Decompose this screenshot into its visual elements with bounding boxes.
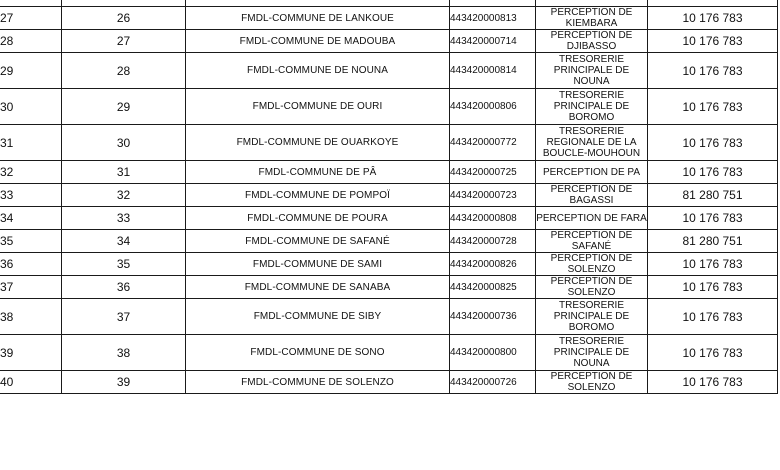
treasury-office-line: SOLENZO (567, 382, 616, 393)
table-row (0, 299, 778, 335)
table-row (0, 53, 778, 89)
entry-number: 29 (62, 89, 186, 125)
row-number: 29 (0, 53, 62, 89)
treasury-office-line: PERCEPTION DE (550, 30, 633, 41)
row-number: 37 (0, 276, 62, 299)
account-number: 443420000728 (450, 230, 536, 253)
treasury-office-line: TRESORERIE (558, 300, 624, 311)
account-number: 443420000736 (450, 299, 536, 335)
treasury-office-line: PERCEPTION DE FARA (536, 212, 647, 224)
amount: 10 176 783 (648, 161, 778, 184)
commune-name: FMDL-COMMUNE DE SOLENZO (186, 371, 450, 394)
table-row (0, 371, 778, 394)
treasury-office (536, 30, 648, 53)
treasury-office-line: TRESORERIE (558, 54, 624, 65)
treasury-office-line: PRINCIPALE DE (553, 347, 630, 358)
account-number: 443420000725 (450, 161, 536, 184)
treasury-office-line: PRINCIPALE DE (553, 65, 630, 76)
treasury-office (536, 253, 648, 276)
treasury-office-line: TRESORERIE (558, 90, 624, 101)
amount: 10 176 783 (648, 299, 778, 335)
treasury-office-line: KIEMBARA (565, 18, 618, 29)
entry-number: 30 (62, 125, 186, 161)
commune-name: FMDL-COMMUNE DE OUARKOYE (186, 125, 450, 161)
table-row (0, 89, 778, 125)
table-row (0, 276, 778, 299)
treasury-office-line: PERCEPTION DE (550, 253, 633, 264)
treasury-office-line: PERCEPTION DE (550, 7, 633, 18)
table-row (0, 125, 778, 161)
entry-number: 28 (62, 53, 186, 89)
commune-name: FMDL-COMMUNE DE MADOUBA (186, 30, 450, 53)
commune-name: FMDL-COMMUNE DE SAFANÉ (186, 230, 450, 253)
entry-number: 38 (62, 335, 186, 371)
account-number: 443420000806 (450, 89, 536, 125)
treasury-office-line: BOUCLE-MOUHOUN (542, 148, 641, 159)
treasury-office-line: PERCEPTION DE PA (542, 166, 641, 178)
treasury-office-line: SOLENZO (567, 264, 616, 275)
treasury-office (536, 207, 648, 230)
treasury-office (536, 53, 648, 89)
amount: 10 176 783 (648, 125, 778, 161)
treasury-office-line: BAGASSI (569, 195, 614, 206)
commune-name: FMDL-COMMUNE DE SIBY (186, 299, 450, 335)
account-number: 443420000800 (450, 335, 536, 371)
amount: 10 176 783 (648, 335, 778, 371)
treasury-office (536, 7, 648, 30)
row-number: 39 (0, 335, 62, 371)
account-number: 443420000772 (450, 125, 536, 161)
treasury-office (536, 276, 648, 299)
row-number: 38 (0, 299, 62, 335)
amount: 81 280 751 (648, 230, 778, 253)
treasury-office (536, 184, 648, 207)
row-number: 32 (0, 161, 62, 184)
account-number: 443420000726 (450, 371, 536, 394)
row-number: 28 (0, 30, 62, 53)
commune-name: FMDL-COMMUNE DE PÂ (186, 161, 450, 184)
treasury-office (536, 335, 648, 371)
commune-name: FMDL-COMMUNE DE SONO (186, 335, 450, 371)
commune-name: FMDL-COMMUNE DE LANKOUE (186, 7, 450, 30)
amount: 10 176 783 (648, 53, 778, 89)
amount: 10 176 783 (648, 371, 778, 394)
treasury-office-line: NOUNA (573, 76, 610, 87)
entry-number: 34 (62, 230, 186, 253)
treasury-office (536, 89, 648, 125)
treasury-office (536, 299, 648, 335)
row-number: 35 (0, 230, 62, 253)
treasury-office-line: PERCEPTION DE (550, 184, 633, 195)
treasury-office (536, 125, 648, 161)
entry-number: 37 (62, 299, 186, 335)
row-number: 40 (0, 371, 62, 394)
commune-name: FMDL-COMMUNE DE NOUNA (186, 53, 450, 89)
treasury-office-line: NOUNA (573, 358, 610, 369)
table-row (0, 230, 778, 253)
account-number: 443420000723 (450, 184, 536, 207)
treasury-office-line: TRESORERIE (558, 126, 624, 137)
treasury-office-line: PRINCIPALE DE (553, 101, 630, 112)
table-row (0, 30, 778, 53)
row-number: 30 (0, 89, 62, 125)
treasury-office-line: SOLENZO (567, 287, 616, 298)
treasury-office-line: PERCEPTION DE (550, 276, 633, 287)
account-number: 443420000825 (450, 276, 536, 299)
entry-number: 35 (62, 253, 186, 276)
entry-number: 27 (62, 30, 186, 53)
commune-name: FMDL-COMMUNE DE POURA (186, 207, 450, 230)
treasury-office (536, 371, 648, 394)
treasury-office-line: BOROMO (568, 112, 615, 123)
treasury-office-line: TRESORERIE (558, 336, 624, 347)
account-number: 443420000813 (450, 7, 536, 30)
commune-name: FMDL-COMMUNE DE POMPOÏ (186, 184, 450, 207)
treasury-office (536, 161, 648, 184)
amount: 10 176 783 (648, 207, 778, 230)
table-row (0, 253, 778, 276)
commune-name: FMDL-COMMUNE DE SANABA (186, 276, 450, 299)
table-row (0, 207, 778, 230)
row-number: 34 (0, 207, 62, 230)
treasury-office-line: PERCEPTION DE (550, 230, 633, 241)
row-number: 36 (0, 253, 62, 276)
entry-number: 36 (62, 276, 186, 299)
row-number: 31 (0, 125, 62, 161)
amount: 10 176 783 (648, 7, 778, 30)
entry-number: 33 (62, 207, 186, 230)
treasury-office (536, 230, 648, 253)
treasury-office-line: DJIBASSO (566, 41, 617, 52)
treasury-office-line: REGIONALE DE LA (546, 137, 637, 148)
table-row (0, 184, 778, 207)
treasury-office-line: PRINCIPALE DE (553, 311, 630, 322)
amount: 81 280 751 (648, 184, 778, 207)
entry-number: 26 (62, 7, 186, 30)
row-number: 33 (0, 184, 62, 207)
amount: 10 176 783 (648, 276, 778, 299)
amount: 10 176 783 (648, 89, 778, 125)
table-row (0, 161, 778, 184)
amount: 10 176 783 (648, 253, 778, 276)
entry-number: 32 (62, 184, 186, 207)
entry-number: 39 (62, 371, 186, 394)
commune-name: FMDL-COMMUNE DE OURI (186, 89, 450, 125)
treasury-office-line: BOROMO (568, 322, 615, 333)
treasury-office-line: SAFANÉ (571, 241, 612, 252)
entry-number: 31 (62, 161, 186, 184)
row-number: 27 (0, 7, 62, 30)
treasury-office-line: PERCEPTION DE (550, 371, 633, 382)
table-row (0, 335, 778, 371)
account-number: 443420000826 (450, 253, 536, 276)
table-row (0, 7, 778, 30)
account-number: 443420000808 (450, 207, 536, 230)
account-number: 443420000814 (450, 53, 536, 89)
amount: 10 176 783 (648, 30, 778, 53)
account-number: 443420000714 (450, 30, 536, 53)
commune-name: FMDL-COMMUNE DE SAMI (186, 253, 450, 276)
